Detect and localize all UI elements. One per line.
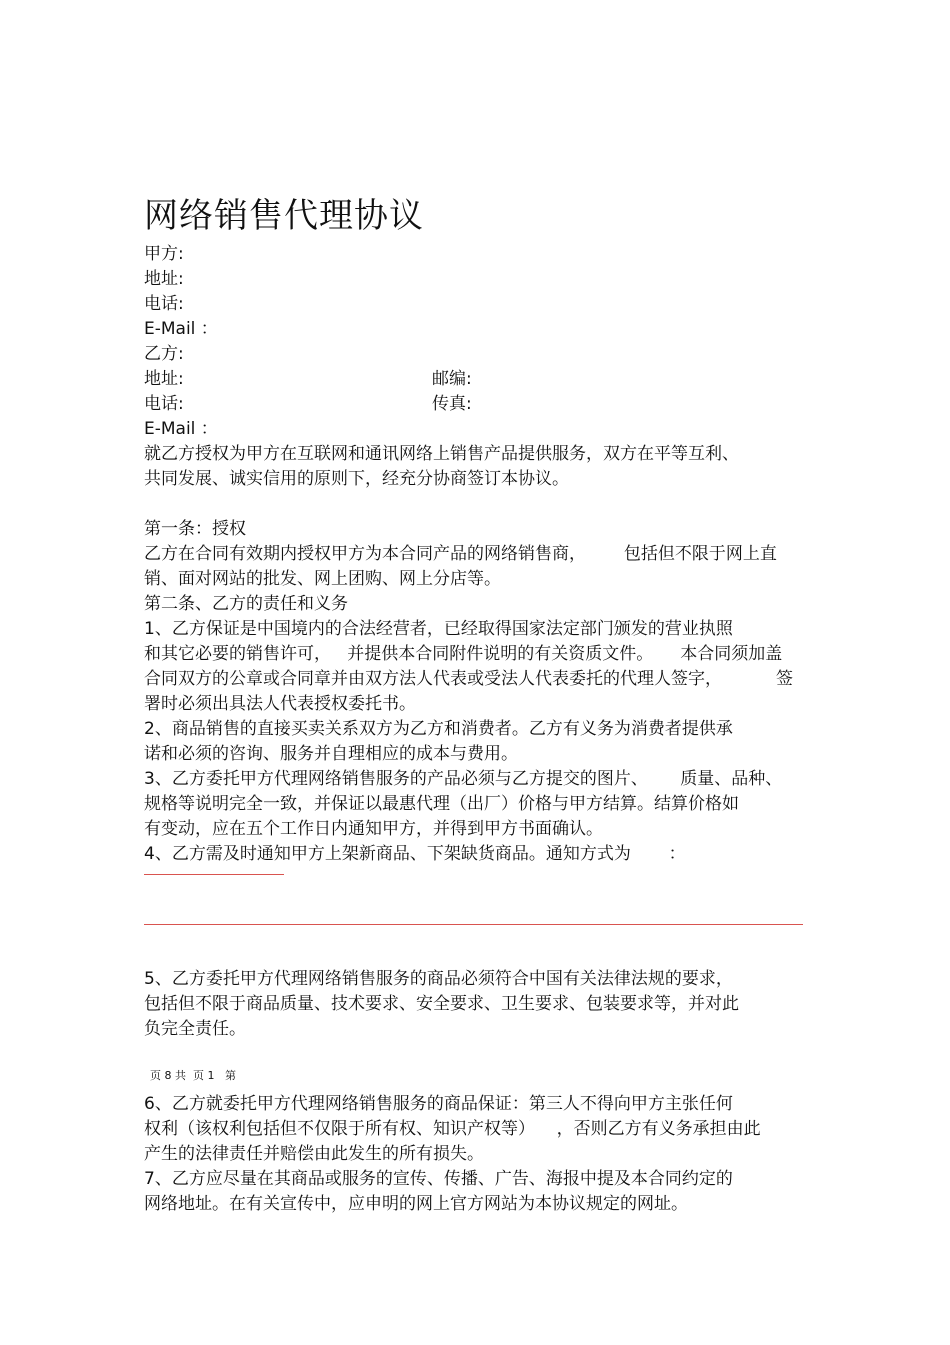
intro-line: 就乙方授权为甲方在互联网和通讯网络上销售产品提供服务，双方在平等互利、 [144,444,739,464]
party-b-label: 乙方: [144,344,184,364]
party-a-email: E-Mail ： [144,319,218,339]
clause-2-line: 2、商品销售的直接买卖关系双方为乙方和消费者。乙方有义务为消费者提供承 [144,719,733,739]
article1-line: 乙方在合同有效期内授权甲方为本合同产品的网络销售商， 包括但不限于网上直 [144,544,777,564]
clause-1-line: 1、乙方保证是中国境内的合法经营者，已经取得国家法定部门颁发的营业执照 [144,619,733,639]
clause-1-line: 署时必须出具法人代表授权委托书。 [144,694,416,714]
clause-6-line: 6、乙方就委托甲方代理网络销售服务的商品保证：第三人不得向甲方主张任何 [144,1094,733,1114]
party-a-label: 甲方: [144,244,184,264]
party-b-email: E-Mail ： [144,419,218,439]
clause-3-line: 规格等说明完全一致，并保证以最惠代理（出厂）价格与甲方结算。结算价格如 [144,794,739,814]
clause-1-line: 合同双方的公章或合同章并由双方法人代表或受法人代表委托的代理人签字， 签 [144,669,794,689]
clause-5-line: 包括但不限于商品质量、技术要求、安全要求、卫生要求、包装要求等，并对此 [144,994,739,1014]
clause-5-line: 负完全责任。 [144,1019,246,1039]
clause-7-line: 7、乙方应尽量在其商品或服务的宣传、传播、广告、海报中提及本合同约定的 [144,1169,733,1189]
clause-6-line: 产生的法律责任并赔偿由此发生的所有损失。 [144,1144,484,1164]
document-title: 网络销售代理协议 [144,195,424,236]
intro-line: 共同发展、诚实信用的原则下，经充分协商签订本协议。 [144,469,569,489]
clause-4-line: 4、乙方需及时通知甲方上架新商品、下架缺货商品。通知方式为 ： [144,844,686,864]
party-b-postcode: 邮编: [432,369,472,389]
article1-line: 销、面对网站的批发、网上团购、网上分店等。 [144,569,501,589]
clause-7-line: 网络地址。在有关宣传中，应申明的网上官方网站为本协议规定的网址。 [144,1194,688,1214]
page-number-footer: 页 8 共 页 1 第 [150,1069,236,1082]
clause-5-line: 5、乙方委托甲方代理网络销售服务的商品必须符合中国有关法律法规的要求， [144,969,733,989]
notification-method-blank-line [144,924,803,925]
clause-1-line: 和其它必要的销售许可， 并提供本合同附件说明的有关资质文件。 本合同须加盖 [144,644,783,664]
party-b-phone: 电话: [144,394,184,414]
notification-method-blank [144,874,284,875]
party-a-phone: 电话: [144,294,184,314]
clause-3-line: 有变动，应在五个工作日内通知甲方，并得到甲方书面确认。 [144,819,603,839]
party-b-address: 地址: [144,369,184,389]
party-b-fax: 传真: [432,394,472,414]
clause-3-line: 3、乙方委托甲方代理网络销售服务的产品必须与乙方提交的图片、 质量、品种、 [144,769,783,789]
clause-6-line: 权利（该权利包括但不仅限于所有权、知识产权等） ，否则乙方有义务承担由此 [144,1119,761,1139]
clause-2-line: 诺和必须的咨询、服务并自理相应的成本与费用。 [144,744,518,764]
article1-heading: 第一条：授权 [144,519,246,539]
article2-heading: 第二条、乙方的责任和义务 [144,594,348,614]
party-a-address: 地址: [144,269,184,289]
